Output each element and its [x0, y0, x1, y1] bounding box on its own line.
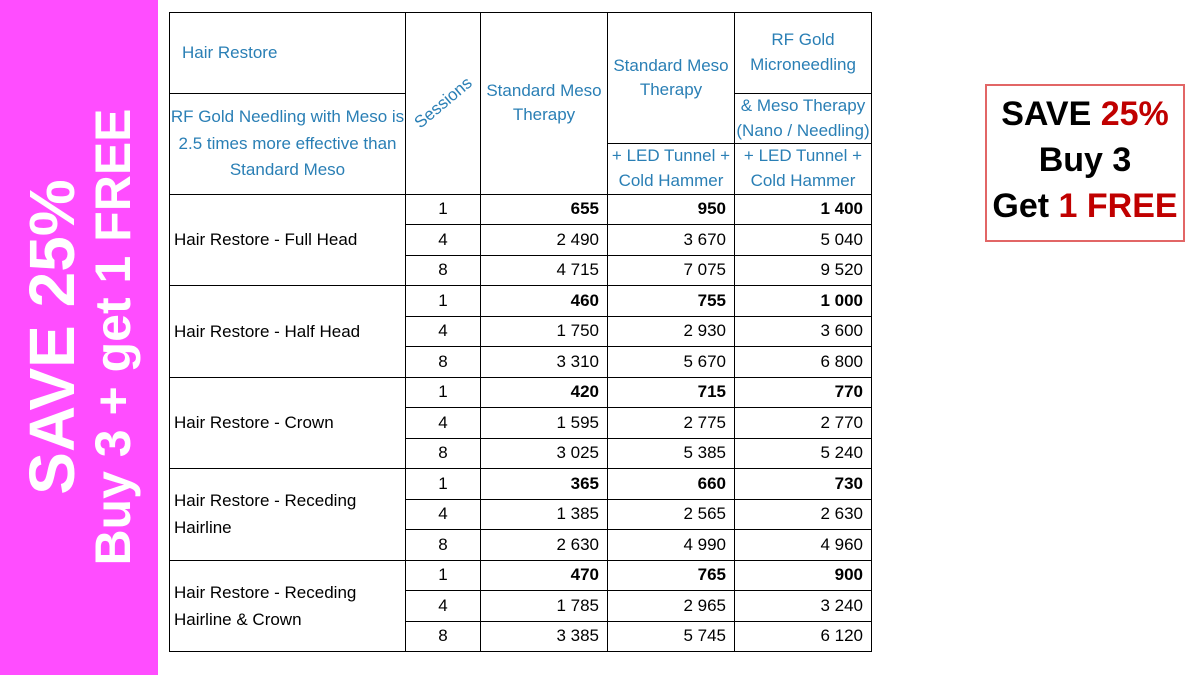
price-standard-meso-led: 765	[608, 560, 735, 591]
banner-line-save: SAVE 25%	[16, 179, 88, 495]
sessions-cell: 4	[406, 591, 481, 622]
price-standard-meso: 1 595	[481, 408, 608, 439]
table-row	[170, 377, 872, 408]
price-rf-gold: 900	[735, 560, 872, 591]
table-row	[170, 469, 872, 500]
col-standard-meso-led-sub: + LED Tunnel + Cold Hammer	[608, 144, 735, 194]
sessions-cell: 1	[406, 469, 481, 500]
effectiveness-note: RF Gold Needling with Meso is 2.5 times more effective than Standard Meso	[170, 94, 406, 195]
price-standard-meso-led: 715	[608, 377, 735, 408]
sessions-cell: 8	[406, 530, 481, 561]
sessions-cell: 1	[406, 286, 481, 317]
price-standard-meso-led: 5 385	[608, 438, 735, 469]
price-rf-gold: 2 770	[735, 408, 872, 439]
price-rf-gold: 3 600	[735, 316, 872, 347]
promo-box	[985, 84, 1185, 242]
price-rf-gold: 1 400	[735, 194, 872, 225]
price-standard-meso-led: 4 990	[608, 530, 735, 561]
sessions-cell: 4	[406, 316, 481, 347]
sessions-cell: 1	[406, 560, 481, 591]
price-standard-meso: 460	[481, 286, 608, 317]
price-standard-meso-led: 2 775	[608, 408, 735, 439]
price-standard-meso-led: 5 670	[608, 347, 735, 378]
sessions-cell: 4	[406, 408, 481, 439]
table-row	[170, 560, 872, 591]
col-rf-gold-header: RF Gold Microneedling	[735, 13, 872, 94]
price-rf-gold: 3 240	[735, 591, 872, 622]
price-standard-meso-led: 2 965	[608, 591, 735, 622]
price-standard-meso: 3 385	[481, 621, 608, 652]
price-rf-gold: 770	[735, 377, 872, 408]
col-standard-meso-header: Standard Meso Therapy	[481, 13, 608, 195]
col-standard-meso-led-header: Standard Meso Therapy	[608, 13, 735, 144]
price-standard-meso: 1 750	[481, 316, 608, 347]
price-rf-gold: 2 630	[735, 499, 872, 530]
table-row	[170, 286, 872, 317]
sessions-cell: 8	[406, 438, 481, 469]
price-rf-gold: 730	[735, 469, 872, 500]
price-standard-meso-led: 3 670	[608, 225, 735, 256]
price-rf-gold: 1 000	[735, 286, 872, 317]
price-standard-meso-led: 2 565	[608, 499, 735, 530]
price-rf-gold: 6 120	[735, 621, 872, 652]
side-banner	[0, 0, 158, 675]
col-rf-gold-sub1: & Meso Therapy (Nano / Needling)	[735, 94, 872, 144]
price-rf-gold: 6 800	[735, 347, 872, 378]
price-standard-meso: 3 310	[481, 347, 608, 378]
sessions-cell: 8	[406, 347, 481, 378]
price-standard-meso: 1 785	[481, 591, 608, 622]
treatment-label: Hair Restore - Crown	[170, 377, 406, 469]
sessions-cell: 4	[406, 499, 481, 530]
price-standard-meso-led: 660	[608, 469, 735, 500]
table-title: Hair Restore	[170, 13, 406, 94]
col-rf-gold-sub2: + LED Tunnel + Cold Hammer	[735, 144, 872, 194]
sessions-cell: 8	[406, 621, 481, 652]
price-standard-meso-led: 7 075	[608, 255, 735, 286]
table-row	[170, 194, 872, 225]
price-standard-meso: 2 630	[481, 530, 608, 561]
treatment-label: Hair Restore - Receding Hairline	[170, 469, 406, 561]
promo-get-line: Get 1 FREE	[992, 186, 1178, 225]
promo-buy-line: Buy 3	[1038, 140, 1132, 179]
treatment-label: Hair Restore - Half Head	[170, 286, 406, 378]
price-standard-meso: 1 385	[481, 499, 608, 530]
price-standard-meso-led: 5 745	[608, 621, 735, 652]
sessions-cell: 1	[406, 377, 481, 408]
price-standard-meso-led: 755	[608, 286, 735, 317]
price-rf-gold: 4 960	[735, 530, 872, 561]
price-standard-meso: 655	[481, 194, 608, 225]
price-standard-meso: 2 490	[481, 225, 608, 256]
price-standard-meso: 365	[481, 469, 608, 500]
price-standard-meso-led: 950	[608, 194, 735, 225]
price-rf-gold: 9 520	[735, 255, 872, 286]
treatment-label: Hair Restore - Receding Hairline & Crown	[170, 560, 406, 652]
price-standard-meso: 420	[481, 377, 608, 408]
treatment-label: Hair Restore - Full Head	[170, 194, 406, 286]
sessions-cell: 4	[406, 225, 481, 256]
price-table	[169, 12, 872, 652]
promo-save-line: SAVE 25%	[1001, 95, 1169, 133]
price-standard-meso-led: 2 930	[608, 316, 735, 347]
price-standard-meso: 4 715	[481, 255, 608, 286]
price-rf-gold: 5 240	[735, 438, 872, 469]
price-rf-gold: 5 040	[735, 225, 872, 256]
price-standard-meso: 3 025	[481, 438, 608, 469]
sessions-header: Sessions	[406, 13, 481, 195]
sessions-cell: 1	[406, 194, 481, 225]
banner-line-offer: Buy 3 + get 1 FREE	[85, 108, 141, 566]
sessions-cell: 8	[406, 255, 481, 286]
side-banner-text	[16, 108, 141, 566]
price-standard-meso: 470	[481, 560, 608, 591]
price-table-body	[170, 194, 872, 652]
